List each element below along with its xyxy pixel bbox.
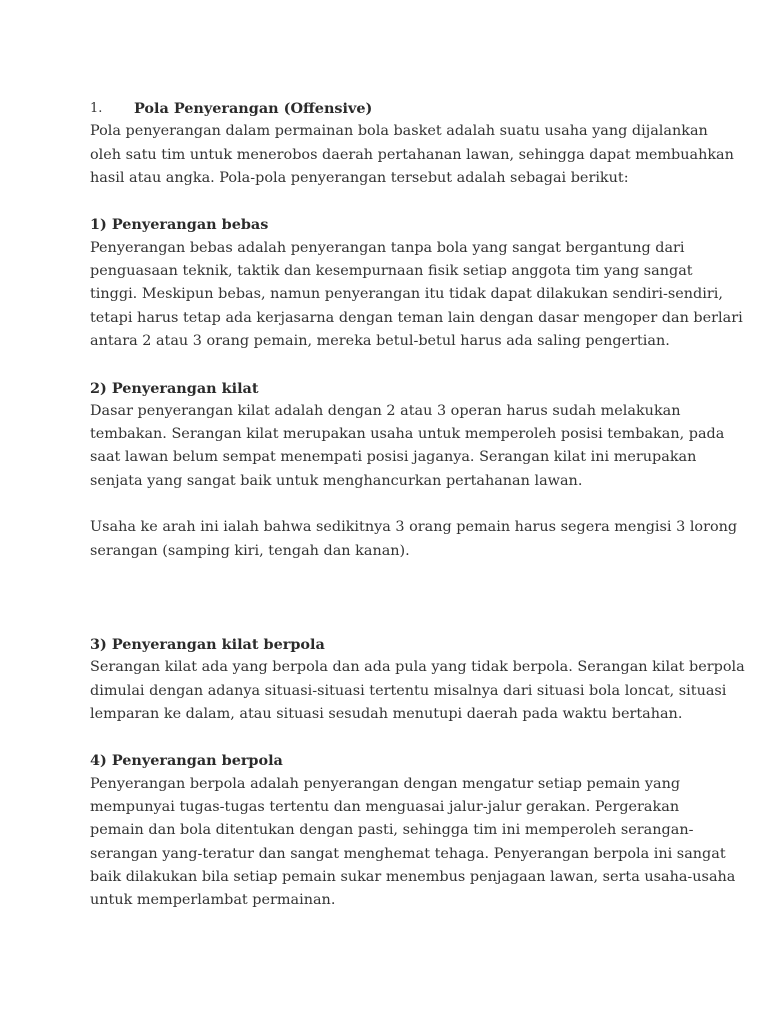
paragraph-line: Dasar penyerangan kilat adalah dengan 2 atau 3 operan harus sudah melakukan: [90, 402, 681, 419]
paragraph-line: tetapi harus tetap ada kerjasarna dengan teman lain dengan dasar mengoper dan berlari: [90, 309, 743, 326]
paragraph-line: lemparan ke dalam, atau situasi sesudah menutupi daerah pada waktu bertahan.: [90, 705, 683, 722]
paragraph-line: mempunyai tugas-tugas tertentu dan menguasai jalur-jalur gerakan. Pergerakan: [90, 799, 680, 816]
section-number: 1.: [90, 101, 103, 116]
document-page: [90, 97, 745, 913]
paragraph-line: Penyerangan bebas adalah penyerangan tanpa bola yang sangat bergantung dari: [90, 239, 685, 256]
intro-paragraph: [90, 120, 734, 190]
paragraph-line: oleh satu tim untuk menerobos daerah pertahanan lawan, sehingga dapat membuahkan: [90, 146, 734, 163]
paragraph-line: untuk memperlambat permainan.: [90, 892, 336, 909]
paragraph-line: antara 2 atau 3 orang pemain, mereka betul-betul harus ada saling pengertian.: [90, 332, 670, 349]
paragraph-line: tinggi. Meskipun bebas, namun penyerangan itu tidak dapat dilakukan sendiri-sendiri,: [90, 286, 723, 303]
paragraph-line: senjata yang sangat baik untuk menghancurkan pertahanan lawan.: [90, 472, 583, 489]
paragraph-line: saat lawan belum sempat menempati posisi jaganya. Serangan kilat ini merupakan: [90, 449, 697, 466]
paragraph-line: baik dilakukan bila setiap pemain sukar menembus penjagaan lawan, serta usaha-usaha: [90, 868, 736, 885]
subheading-penyerangan-kilat-berpola: 3) Penyerangan kilat berpola: [90, 635, 325, 653]
paragraph-line: serangan yang-teratur dan sangat menghemat tehaga. Penyerangan berpola ini sangat: [90, 845, 726, 862]
paragraph-lorong-serangan: [90, 516, 738, 563]
section-heading: Pola Penyerangan (Offensive): [134, 100, 373, 117]
paragraph-line: dimulai dengan adanya situasi-situasi tertentu misalnya dari situasi bola loncat, situasi: [90, 682, 727, 699]
subheading-penyerangan-bebas: 1) Penyerangan bebas: [90, 216, 269, 234]
paragraph-line: serangan (samping kiri, tengah dan kanan).: [90, 542, 410, 559]
subheading-penyerangan-berpola: 4) Penyerangan berpola: [90, 752, 283, 770]
paragraph-penyerangan-bebas: [90, 237, 743, 353]
paragraph-line: hasil atau angka. Pola-pola penyerangan tersebut adalah sebagai berikut:: [90, 169, 629, 186]
paragraph-penyerangan-kilat: [90, 400, 725, 493]
paragraph-penyerangan-kilat-berpola: [90, 656, 745, 726]
paragraph-line: penguasaan teknik, taktik dan kesempurnaan fisik setiap anggota tim yang sangat: [90, 263, 693, 280]
paragraph-line: pemain dan bola ditentukan dengan pasti, sehingga tim ini memperoleh serangan-: [90, 822, 694, 839]
paragraph-line: tembakan. Serangan kilat merupakan usaha untuk memperoleh posisi tembakan, pada: [90, 426, 725, 443]
section-title: [90, 97, 690, 120]
paragraph-line: Usaha ke arah ini ialah bahwa sedikitnya 3 orang pemain harus segera mengisi 3 lorong: [90, 519, 738, 536]
paragraph-line: Penyerangan berpola adalah penyerangan dengan mengatur setiap pemain yang: [90, 775, 681, 792]
paragraph-line: Pola penyerangan dalam permainan bola basket adalah suatu usaha yang dijalankan: [90, 123, 708, 140]
paragraph-line: Serangan kilat ada yang berpola dan ada pula yang tidak berpola. Serangan kilat berpola: [90, 659, 745, 676]
paragraph-penyerangan-berpola: [90, 773, 736, 913]
subheading-penyerangan-kilat: 2) Penyerangan kilat: [90, 379, 259, 397]
